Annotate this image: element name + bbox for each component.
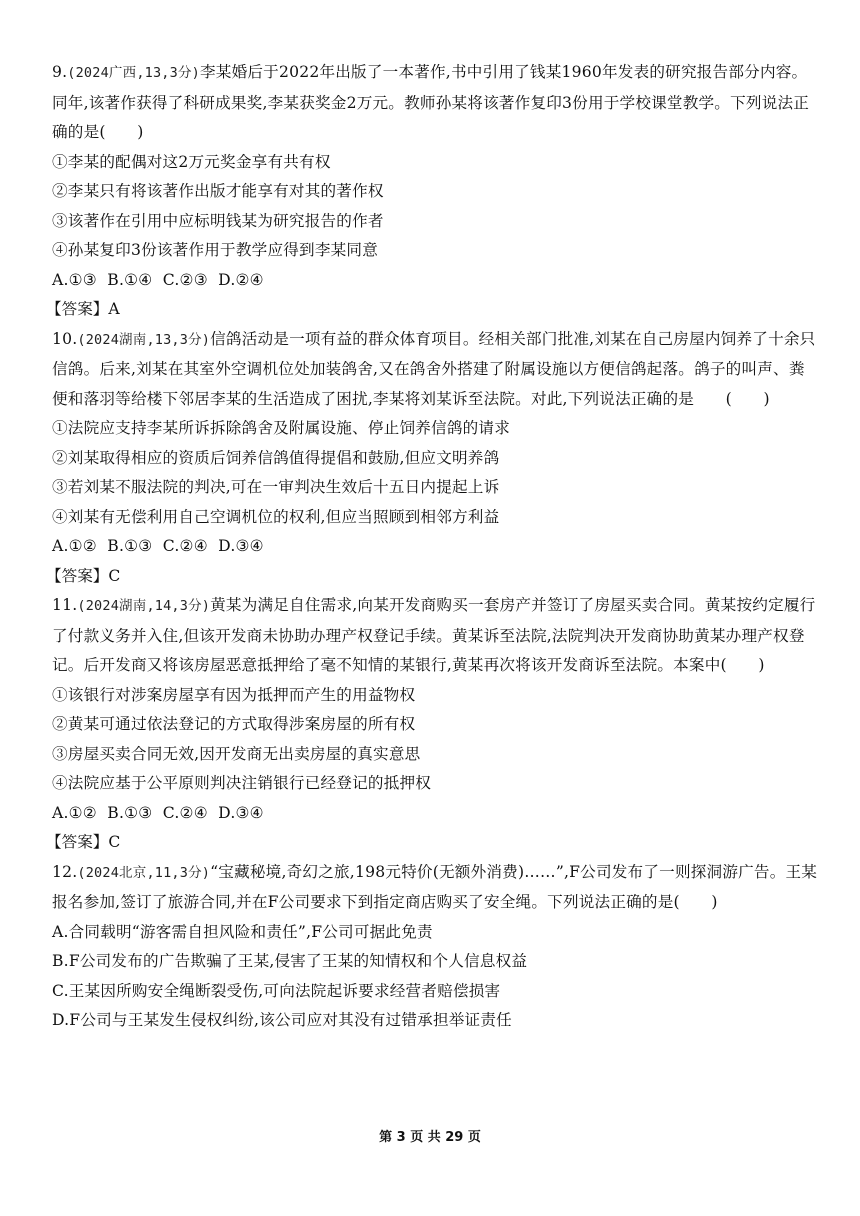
answer: 【答案】C	[46, 833, 121, 851]
question-9	[46, 58, 820, 325]
question-number: 12.	[52, 862, 78, 881]
answer: 【答案】C	[46, 566, 121, 585]
answer: 【答案】A	[46, 300, 120, 318]
statement: ②黄某可通过依法登记的方式取得涉案房屋的所有权	[52, 715, 416, 733]
question-source: (2024湖南,13,3分)	[77, 331, 211, 348]
question-text: “宝藏秘境,奇幻之旅,198元特价(无额外消费)……”,F公司发布了一则探洞游广告。王某报名参加,签订了旅游合同,并在F公司要求下到指定商店购买了安全绳。下列说法正确的是( )	[52, 862, 818, 911]
statement: ③若刘某不服法院的判决,可在一审判决生效后十五日内提起上诉	[52, 478, 500, 496]
statement: ③该著作在引用中应标明钱某为研究报告的作者	[52, 211, 384, 230]
question-number: 9.	[52, 63, 68, 81]
question-11	[46, 591, 820, 858]
option: A.合同载明“游客需自担风险和责任”,F公司可据此免责	[52, 922, 433, 941]
statement: ①法院应支持李某所诉拆除鸽舍及附属设施、停止饲养信鸽的请求	[52, 419, 511, 437]
question-text: 信鸽活动是一项有益的群众体育项目。经相关部门批准,刘某在自己房屋内饲养了十余只信鸽。后来,刘某在其室外空调机位处加装鸽舍,又在鸽舍外搭建了附属设施以方便信鸽起落。鸽子的叫声、粪便和落羽等给楼下邻居李某的生活造成了困扰,李某将刘某诉至法院。对此,下列说法正确的是 ( )	[52, 329, 816, 408]
question-stem	[52, 325, 820, 415]
option: C.王某因所购安全绳断裂受伤,可向法院起诉要求经营者赔偿损害	[52, 981, 501, 1000]
question-text: 黄某为满足自住需求,向某开发商购买一套房产并签订了房屋买卖合同。黄某按约定履行了付款义务并入住,但该开发商未协助办理产权登记手续。黄某诉至法院,法院判决开发商协助黄某办理产权登记。后开发商又将该房屋恶意抵押给了毫不知情的某银行,黄某再次将该开发商诉至法院。本案中( )	[52, 596, 816, 674]
statement: ②刘某取得相应的资质后饲养信鸽值得提倡和鼓励,但应文明养鸽	[52, 448, 500, 467]
page-footer: 第 3 页 共 29 页	[379, 1130, 481, 1145]
statement: ④刘某有无偿利用自己空调机位的权利,但应当照顾到相邻方利益	[52, 507, 500, 526]
statement: ①该银行对涉案房屋享有因为抵押而产生的用益物权	[52, 685, 416, 704]
question-text: 李某婚后于2022年出版了一本著作,书中引用了钱某1960年发表的研究报告部分内容。同年,该著作获得了科研成果奖,李某获奖金2万元。教师孙某将该著作复印3份用于学校课堂教学。下列说法正确的是( )	[52, 63, 810, 141]
question-10	[46, 325, 820, 592]
option: D.F公司与王某发生侵权纠纷,该公司应对其没有过错承担举证责任	[52, 1011, 512, 1029]
question-number: 11.	[52, 596, 78, 614]
option: B.F公司发布的广告欺骗了王某,侵害了王某的知情权和个人信息权益	[52, 952, 528, 970]
question-stem	[52, 858, 820, 918]
statement: ④孙某复印3份该著作用于教学应得到李某同意	[52, 241, 378, 259]
statement: ②李某只有将该著作出版才能享有对其的著作权	[52, 182, 384, 200]
answer-choices: A.①② B.①③ C.②④ D.③④	[52, 537, 264, 555]
question-source: (2024广西,13,3分)	[67, 65, 200, 81]
question-source: (2024湖南,14,3分)	[77, 598, 211, 614]
answer-choices: A.①③ B.①④ C.②③ D.②④	[52, 270, 264, 289]
answer-choices: A.①② B.①③ C.②④ D.③④	[52, 803, 264, 822]
question-number: 10.	[52, 329, 78, 348]
question-stem	[52, 58, 820, 148]
statement: ④法院应基于公平原则判决注销银行已经登记的抵押权	[52, 774, 432, 792]
question-source: (2024北京,11,3分)	[77, 864, 211, 881]
statement: ③房屋买卖合同无效,因开发商无出卖房屋的真实意思	[52, 744, 421, 763]
statement: ①李某的配偶对这2万元奖金享有共有权	[52, 152, 331, 171]
question-12	[52, 858, 820, 1036]
question-stem	[52, 591, 820, 681]
